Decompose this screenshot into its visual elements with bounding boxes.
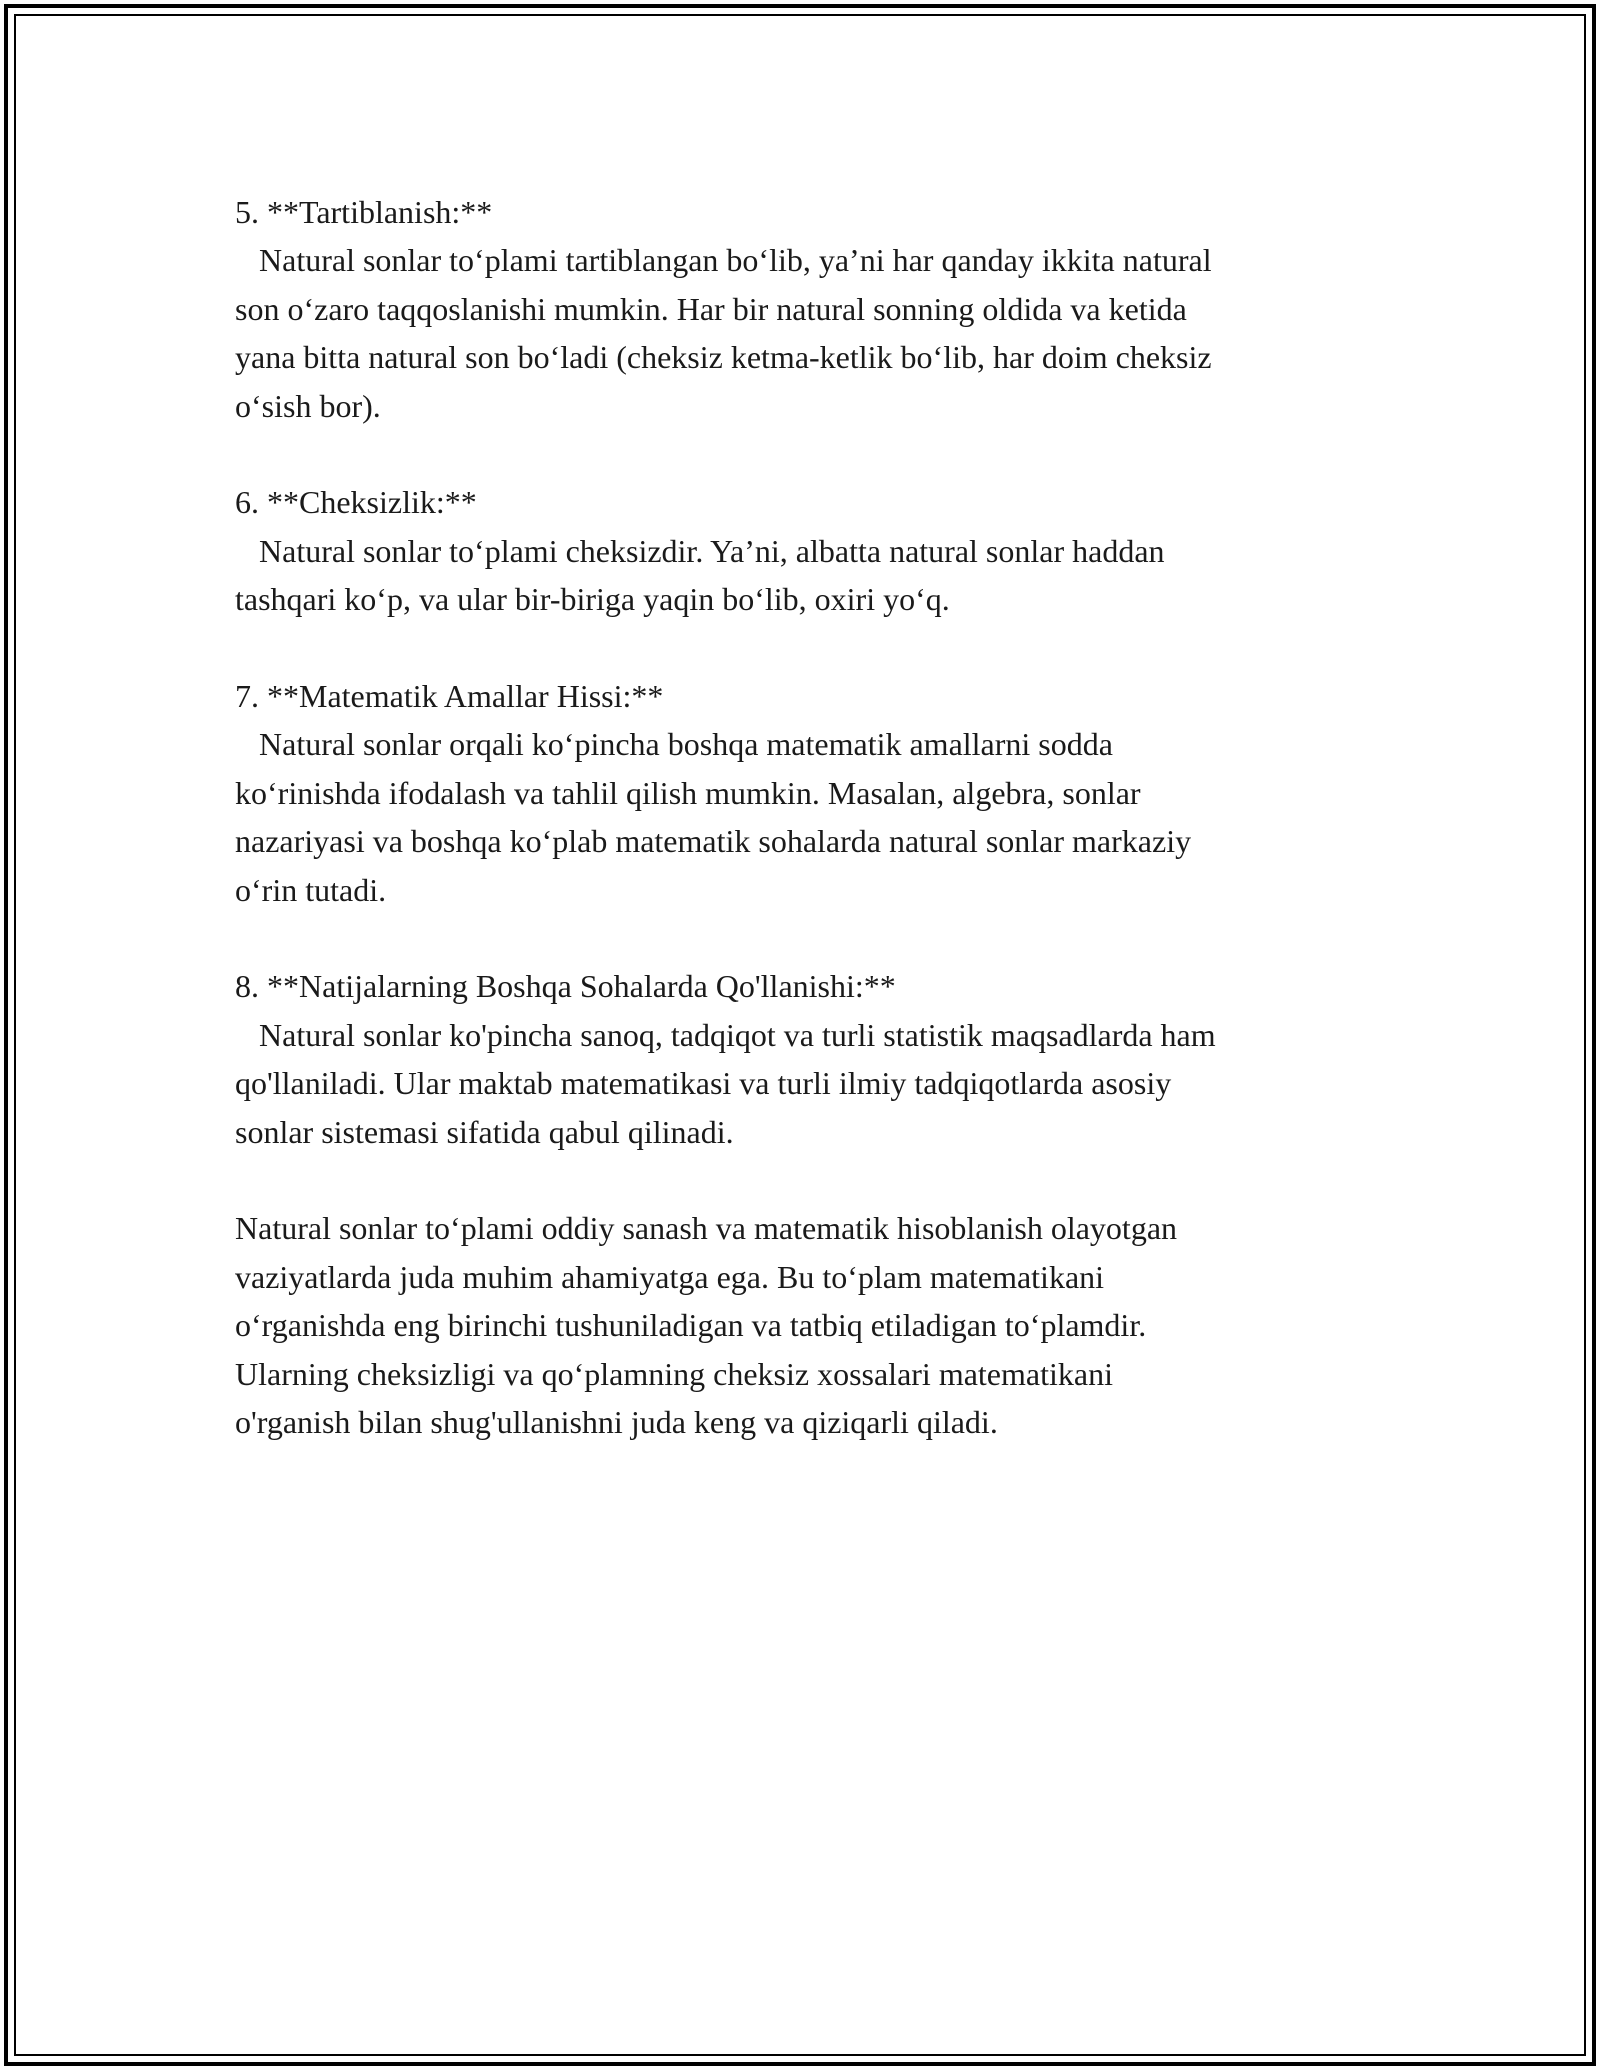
paragraph-line: ko‘rinishda ifodalash va tahlil qilish mumkin. Masalan, algebra, sonlar: [235, 774, 1141, 811]
paragraph-line: sonlar sistemasi sifatida qabul qilinadi.: [235, 1113, 734, 1150]
paragraph-line: Natural sonlar orqali ko‘pincha boshqa matematik amallarni sodda: [235, 726, 1113, 763]
paragraph-line: Natural sonlar to‘plami cheksizdir. Ya’ni, albatta natural sonlar haddan: [235, 532, 1165, 569]
paragraph-line: o‘sish bor).: [235, 387, 381, 424]
section-heading: 5. **Tartiblanish:**: [235, 194, 493, 230]
paragraph-line: nazariyasi va boshqa ko‘plab matematik sohalarda natural sonlar markaziy: [235, 823, 1192, 860]
conclusion-paragraph: [235, 1204, 1375, 1446]
paragraph-line: yana bitta natural son bo‘ladi (cheksiz ketma-ketlik bo‘lib, har doim cheksiz: [235, 339, 1212, 376]
paragraph-line: Natural sonlar ko'pincha sanoq, tadqiqot va turli statistik maqsadlarda ham: [235, 1016, 1216, 1053]
paragraph-line: son o‘zaro taqqoslanishi mumkin. Har bir natural sonning oldida va ketida: [235, 290, 1187, 327]
section-applications: [235, 962, 1375, 1156]
section-heading: 6. **Cheksizlik:**: [235, 484, 477, 521]
paragraph-line: qo'llaniladi. Ular maktab matematikasi va turli ilmiy tadqiqotlarda asosiy: [235, 1065, 1172, 1102]
paragraph-line: o'rganish bilan shug'ullanishni juda keng va qiziqarli qiladi.: [235, 1404, 998, 1441]
paragraph-line: Ularning cheksizligi va qo‘plamning cheksiz xossalari matematikani: [235, 1355, 1113, 1392]
blank-line: [235, 624, 1375, 672]
paragraph-line: o‘rganishda eng birinchi tushuniladigan va tatbiq etiladigan to‘plamdir.: [235, 1307, 1147, 1344]
paragraph-line: Natural sonlar to‘plami tartiblangan bo‘lib, ya’ni har qanday ikkita natural: [235, 242, 1212, 279]
document-body: [235, 188, 1375, 1447]
section-math-operations: [235, 672, 1375, 914]
section-infinity: [235, 478, 1375, 623]
blank-line: [235, 430, 1375, 478]
section-heading: 7. **Matematik Amallar Hissi:**: [235, 678, 664, 715]
paragraph-line: tashqari ko‘p, va ular bir-biriga yaqin bo‘lib, oxiri yo‘q.: [235, 581, 950, 618]
section-ordering: [235, 188, 1375, 430]
blank-line: [235, 914, 1375, 962]
paragraph-line: vaziyatlarda juda muhim ahamiyatga ega. Bu to‘plam matematikani: [235, 1258, 1105, 1295]
section-heading: 8. **Natijalarning Boshqa Sohalarda Qo'llanishi:**: [235, 968, 896, 1005]
blank-line: [235, 1156, 1375, 1204]
paragraph-line: o‘rin tutadi.: [235, 871, 387, 908]
paragraph-line: Natural sonlar to‘plami oddiy sanash va matematik hisoblanish olayotgan: [235, 1210, 1178, 1247]
